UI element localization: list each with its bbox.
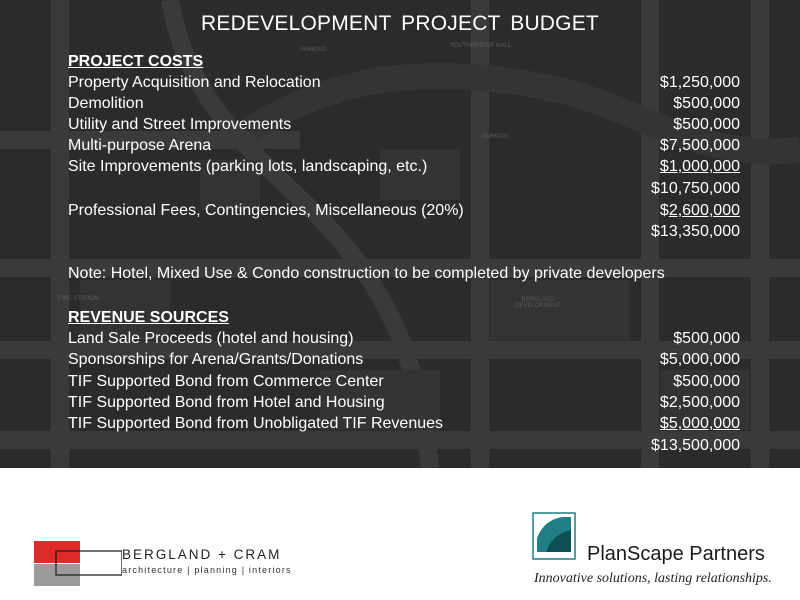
fees-row <box>68 202 740 224</box>
revenue-row <box>68 373 740 395</box>
project-costs-header: PROJECT COSTS <box>68 53 204 70</box>
cost-row <box>68 74 740 96</box>
cost-subtotal: $10,750,000 <box>651 180 740 197</box>
cost-row <box>68 137 740 159</box>
revenue-total-row <box>68 437 740 459</box>
revenue-total: $13,500,000 <box>651 437 740 454</box>
cost-amount: $500,000 <box>673 116 740 133</box>
fees-amount <box>660 202 740 220</box>
fees-amount-prefix: $ <box>659 202 669 219</box>
revenue-label: TIF Supported Bond from Hotel and Housing <box>68 394 385 411</box>
bergland-cram-name: BERGLAND + CRAM <box>122 547 282 562</box>
revenue-row <box>68 330 740 352</box>
cost-row <box>68 116 740 138</box>
map-label: BERGLAND DEVELOPMENT <box>515 297 561 309</box>
cost-row <box>68 158 740 180</box>
revenue-amount: $500,000 <box>673 373 740 390</box>
map-label: PARKING <box>300 47 327 53</box>
note-text: Note: Hotel, Mixed Use & Condo construction to be completed by private developers <box>68 265 665 282</box>
revenue-sources-header: REVENUE SOURCES <box>68 309 229 326</box>
cost-label: Demolition <box>68 95 144 112</box>
cost-label: Multi-purpose Arena <box>68 137 212 154</box>
planscape-tagline: Innovative solutions, lasting relationships. <box>534 571 772 586</box>
cost-amount: $1,250,000 <box>659 74 740 91</box>
cost-amount: $500,000 <box>673 95 740 112</box>
planscape-logo-icon <box>532 512 576 560</box>
revenue-amount: $5,000,000 <box>659 351 740 368</box>
map-label: FIRE STATION <box>58 296 99 302</box>
revenue-row <box>68 351 740 373</box>
cost-total: $13,350,000 <box>651 223 740 240</box>
revenue-label: Sponsorships for Arena/Grants/Donations <box>68 351 364 368</box>
bergland-cram-logo-icon <box>34 541 122 586</box>
revenue-row <box>68 394 740 416</box>
planscape-name: PlanScape Partners <box>587 543 765 565</box>
fees-amount-value: 2,600,000 <box>668 202 740 219</box>
cost-label: Property Acquisition and Relocation <box>68 74 321 91</box>
revenue-amount: $500,000 <box>673 330 740 347</box>
cost-amount: $7,500,000 <box>659 137 740 154</box>
fees-label: Professional Fees, Contingencies, Miscellaneous (20%) <box>68 202 464 219</box>
cost-subtotal-row <box>68 180 740 202</box>
revenue-amount: $2,500,000 <box>659 394 740 411</box>
cost-total-row <box>68 223 740 245</box>
cost-amount: $1,000,000 <box>659 158 740 175</box>
cost-label: Utility and Street Improvements <box>68 116 292 133</box>
bergland-cram-tagline: architecture | planning | interiors <box>122 565 292 575</box>
revenue-label: TIF Supported Bond from Unobligated TIF Revenues <box>68 415 444 432</box>
map-label: SOUTHBRIDGE MALL <box>450 43 512 49</box>
cost-row <box>68 95 740 117</box>
map-label: PARKING <box>482 134 509 140</box>
cost-label: Site Improvements (parking lots, landscaping, etc.) <box>68 158 428 175</box>
page-title: REDEVELOPMENT PROJECT BUDGET <box>201 12 599 35</box>
revenue-row <box>68 415 740 437</box>
revenue-label: TIF Supported Bond from Commerce Center <box>68 373 384 390</box>
revenue-amount: $5,000,000 <box>659 415 740 432</box>
revenue-label: Land Sale Proceeds (hotel and housing) <box>68 330 354 347</box>
